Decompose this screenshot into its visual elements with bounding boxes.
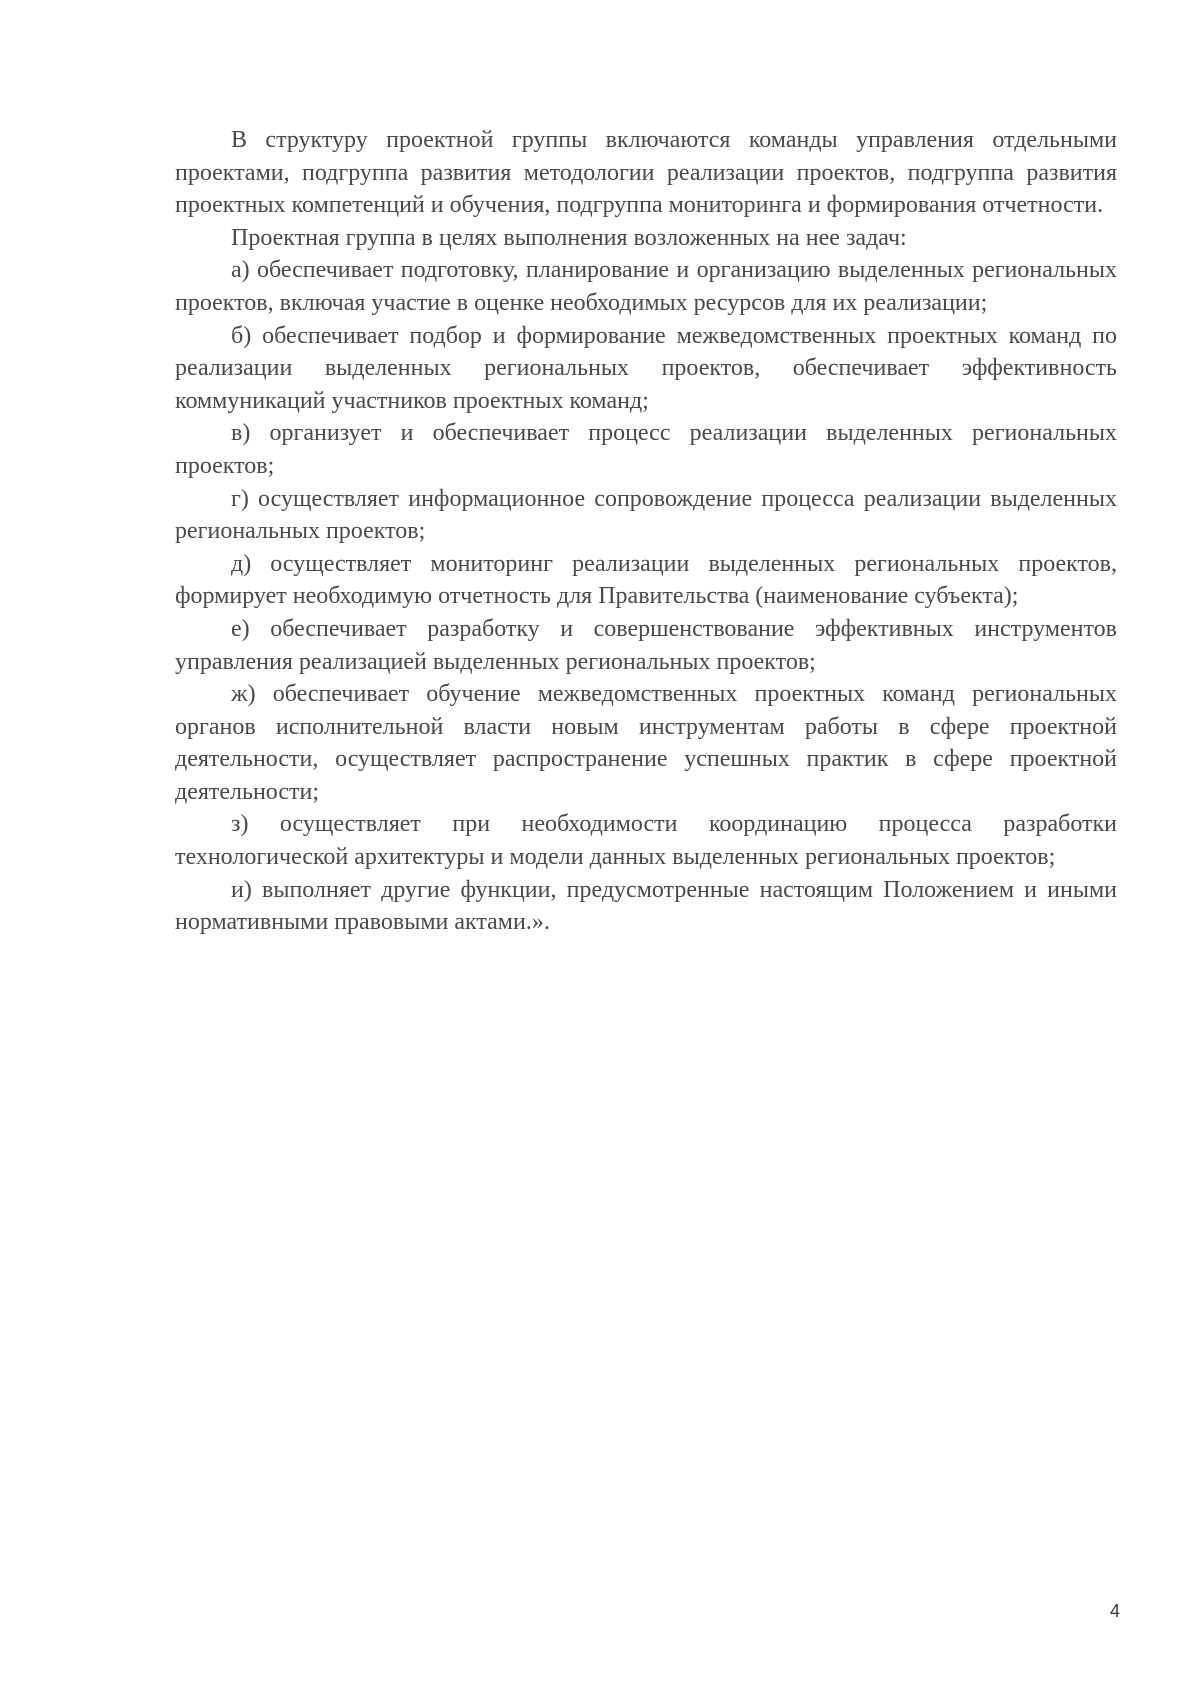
page-number: 4 bbox=[1109, 1601, 1120, 1621]
list-item-v: в) организует и обеспечивает процесс реализации выделенных региональных проектов; bbox=[175, 420, 1117, 479]
list-item-e: е) обеспечивает разработку и совершенствование эффективных инструментов управления реализацией выделенных региональных проектов; bbox=[175, 615, 1117, 675]
paragraph-project-group-structure: В структуру проектной группы включаются команды управления отдельными проектами, подгруппа развития методологии реализации проектов, подгруппа развития проектных компетенций и обучения, подгруппа мониторинга и формирования отчетности. bbox=[175, 127, 1117, 219]
list-item-g: г) осуществляет информационное сопровождение процесса реализации выделенных региональных проектов; bbox=[175, 485, 1117, 545]
list-item-d: д) осуществляет мониторинг реализации выделенных региональных проектов, формирует необходимую отчетность для Правительства (наименование субъекта); bbox=[175, 550, 1117, 610]
document-body bbox=[175, 124, 1117, 939]
list-item-zh: ж) обеспечивает обучение межведомственных проектных команд региональных органов исполнительной власти новым инструментам работы в сфере проектной деятельности, осуществляет распространение успешных практик в сфере проектной деятельности; bbox=[175, 681, 1117, 805]
list-item-a: а) обеспечивает подготовку, планирование и организацию выделенных региональных проектов, включая участие в оценке необходимых ресурсов для их реализации; bbox=[175, 257, 1117, 316]
paragraph-tasks-intro: Проектная группа в целях выполнения возложенных на нее задач: bbox=[231, 224, 907, 251]
list-item-i: и) выполняет другие функции, предусмотренные настоящим Положением и иными нормативными правовыми актами.». bbox=[175, 876, 1117, 936]
list-item-b: б) обеспечивает подбор и формирование межведомственных проектных команд по реализации выделенных региональных проектов, обеспечивает эффективность коммуникаций участников проектных команд; bbox=[175, 322, 1117, 414]
list-item-z: з) осуществляет при необходимости координацию процесса разработки технологической архитектуры и модели данных выделенных региональных проектов; bbox=[175, 811, 1117, 871]
